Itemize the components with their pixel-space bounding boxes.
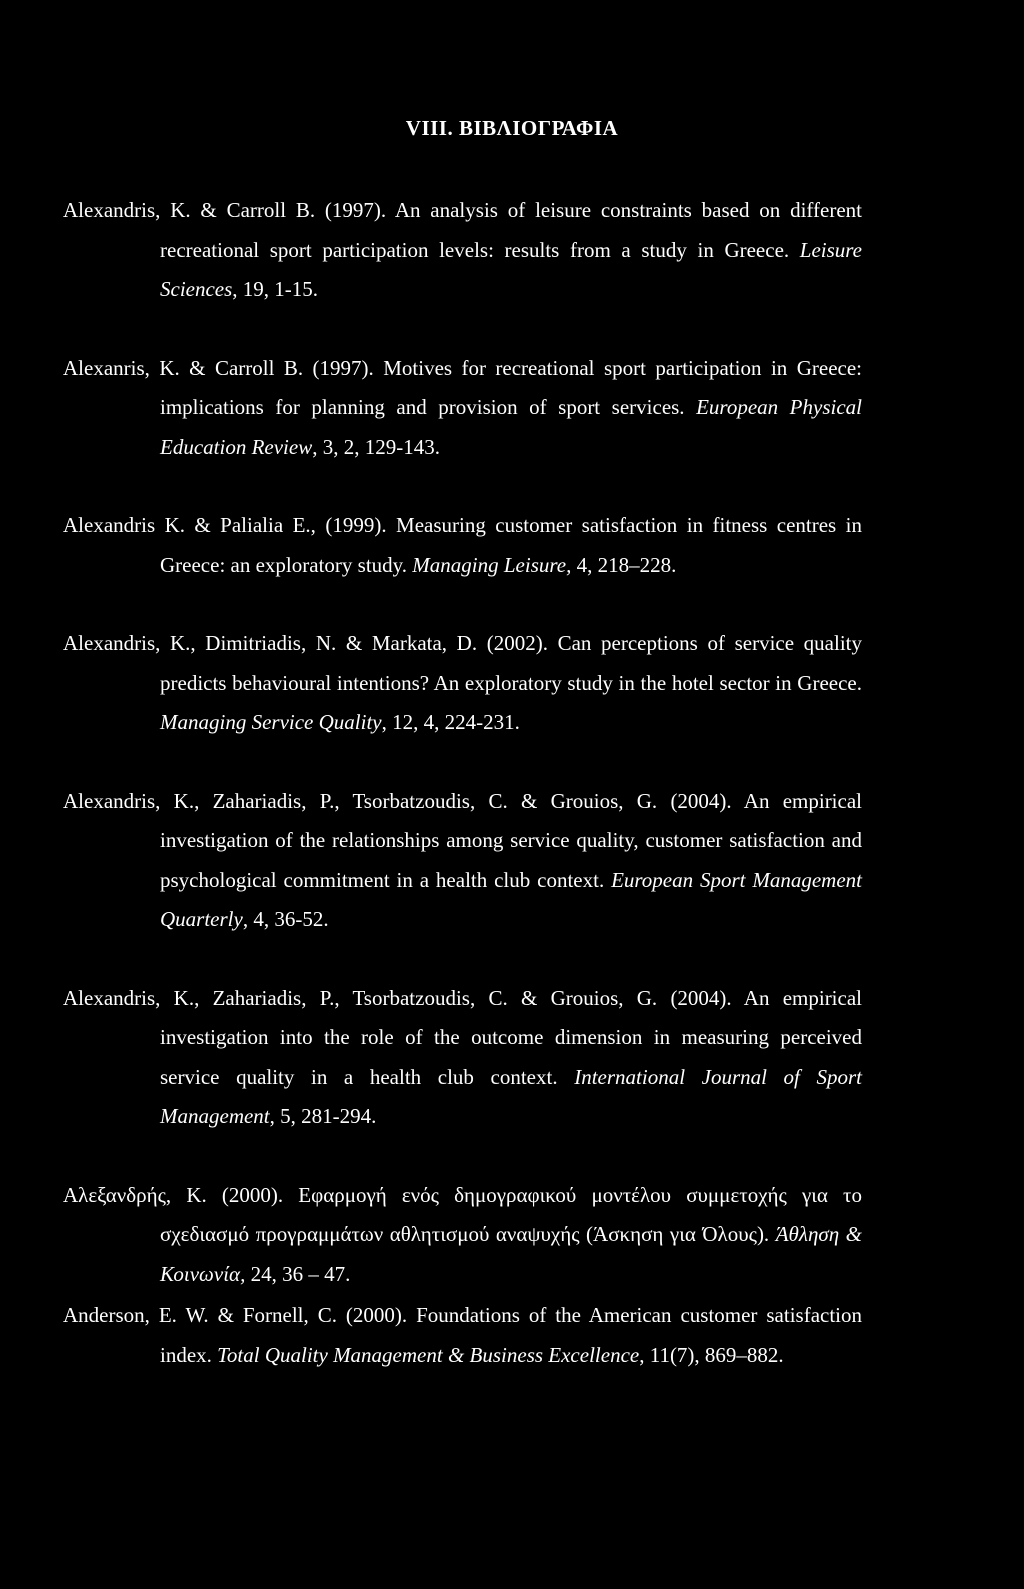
reference-text: Alexandris, K., Zahariadis, P., Tsorbatzoudis, C. & Grouios, G. (2004). An empirical investigation into the role of the outcome dimension in measuring perceived service quality in a health club context. (63, 985, 862, 1089)
reference-text: Alexandris, K. & Carroll B. (1997). An analysis of leisure constraints based on different recreational sport participation levels: results from a study in Greece. (63, 198, 862, 262)
reference-item (63, 1176, 862, 1295)
reference-details: 24, 36 – 47. (245, 1261, 351, 1286)
reference-details: , 12, 4, 224-231. (381, 710, 520, 734)
reference-text: Anderson, E. W. & Fornell, C. (2000). Foundations of the American customer satisfaction index. (63, 1303, 862, 1367)
reference-item (63, 624, 862, 743)
reference-journal: Managing Leisure, (412, 552, 572, 577)
reference-journal: Total Quality Management & Business Excellence (217, 1342, 640, 1367)
reference-journal: Leisure Sciences (160, 237, 862, 301)
reference-details: , 4, 36-52. (242, 907, 329, 931)
reference-journal: Managing Service Quality (160, 710, 382, 734)
reference-text: Alexandris, K., Dimitriadis, N. & Markata, D. (2002). Can perceptions of service quality predicts behavioural intentions? An exploratory study in the hotel sector in Greece. (63, 631, 862, 695)
reference-item (63, 506, 862, 585)
reference-details: , 5, 281-294. (269, 1104, 377, 1128)
reference-item (63, 349, 862, 468)
reference-details: , 11(7), 869–882. (639, 1342, 784, 1367)
reference-text: Αλεξανδρής, Κ. (2000). Εφαρμογή ενός δημογραφικού μοντέλου συμμετοχής για το σχεδιασμό προγραμμάτων αθλητισμού αναψυχής (Άσκηση για Όλους). (63, 1182, 862, 1246)
reference-details: , 19, 1-15. (232, 277, 319, 301)
section-heading: VIII. ΒΙΒΛΙΟΓΡΑΦΙΑ (405, 116, 619, 140)
reference-journal: European Sport Management Quarterly (160, 867, 863, 931)
reference-list (63, 191, 862, 1375)
reference-journal: International Journal of Sport Management (160, 1064, 863, 1128)
reference-item (63, 782, 862, 940)
reference-item (63, 191, 862, 310)
reference-journal: Άθληση & Κοινωνία, (160, 1222, 863, 1286)
reference-item (63, 979, 862, 1137)
reference-details: 4, 218–228. (571, 552, 677, 577)
reference-journal: European Physical Education Review (160, 395, 862, 459)
reference-item (63, 1296, 862, 1375)
reference-text: Alexandris K. & Palialia E., (1999). Measuring customer satisfaction in fitness centres in Greece: an exploratory study. (63, 513, 862, 577)
reference-text: Alexandris, K., Zahariadis, P., Tsorbatzoudis, C. & Grouios, G. (2004). An empirical investigation of the relationships among service quality, customer satisfaction and psychological commitment in a health club context. (63, 788, 862, 892)
reference-details: , 3, 2, 129-143. (312, 434, 440, 459)
reference-text: Alexanris, K. & Carroll B. (1997). Motives for recreational sport participation in Greece: implications for planning and provision of sport services. (63, 355, 862, 419)
